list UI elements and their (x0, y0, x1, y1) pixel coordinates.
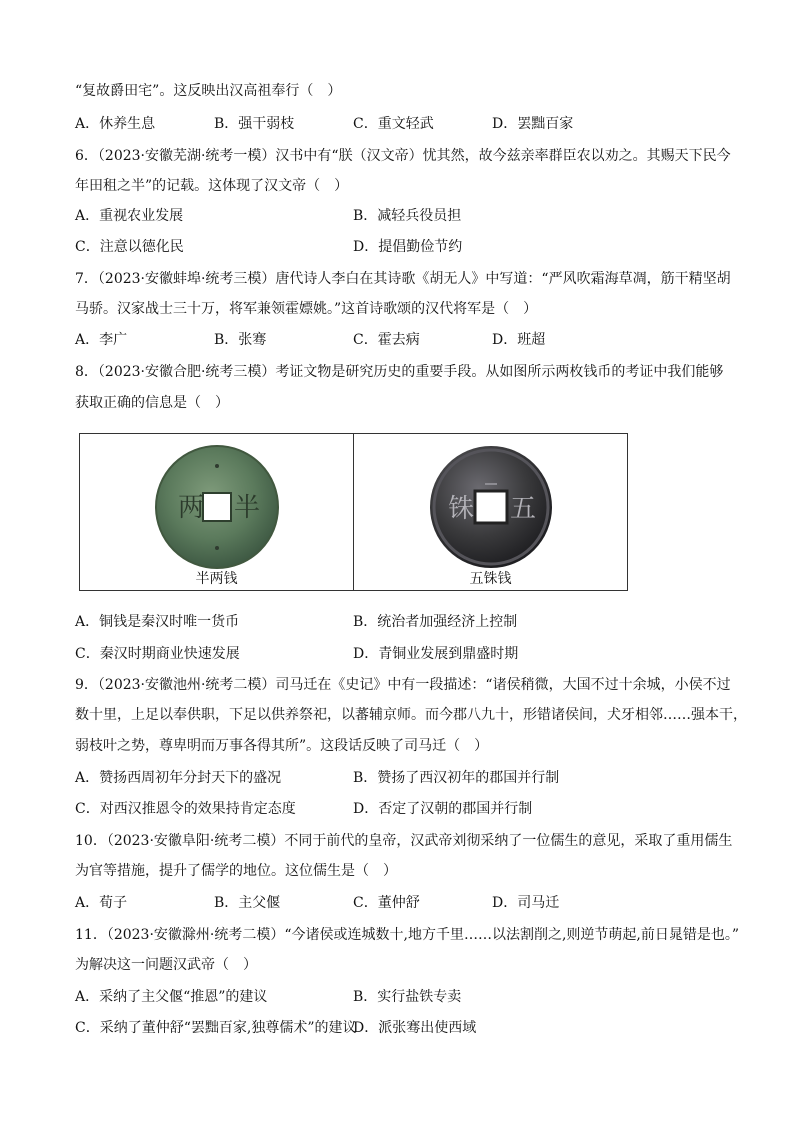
q6-stem-line1: 6．（2023·安徽芜湖·统考一模）汉书中有“朕（汉文帝）忧其然，故今兹亲率群臣农以劝之。其赐天下民今 (75, 148, 731, 164)
q11-option-b: B．实行盐铁专卖 (353, 989, 462, 1005)
banliang-caption: 半两钱 (195, 571, 238, 587)
q10-stem-line2: 为官等措施，提升了儒学的地位。这位儒生是（ ） (75, 863, 397, 879)
wuzhu-coin-cell (353, 434, 627, 590)
q10-option-b: B．主父偃 (214, 895, 281, 911)
q10-option-a: A．荀子 (75, 895, 128, 911)
q5-stem: “复故爵田宅”。这反映出汉高祖奉行（ ） (75, 83, 342, 99)
q6-stem-line2: 年田租之半”的记载。这体现了汉文帝（ ） (75, 178, 349, 194)
wuzhu-left-char: 铢 (447, 494, 474, 524)
q8-option-c: C．秦汉时期商业快速发展 (75, 646, 240, 662)
q9-option-d: D．否定了汉朝的郡国并行制 (353, 801, 533, 817)
q10-option-d: D．司马迁 (492, 895, 560, 911)
q9-option-a: A．赞扬西周初年分封天下的盛况 (75, 770, 282, 786)
q10-option-c: C．董仲舒 (353, 895, 420, 911)
q11-option-d: D．派张骞出使西域 (353, 1020, 477, 1036)
q10-stem-line1: 10．（2023·安徽阜阳·统考二模）不同于前代的皇帝，汉武帝刘彻采纳了一位儒生的意见，采取了重用儒生 (75, 833, 733, 849)
q8-option-d: D．青铜业发展到鼎盛时期 (353, 646, 519, 662)
wuzhu-caption: 五铢钱 (469, 571, 512, 587)
q5-option-c: C．重文轻武 (353, 116, 434, 132)
q6-option-d: D．提倡勤俭节约 (353, 239, 463, 255)
q7-option-d: D．班超 (492, 332, 546, 348)
q6-option-a: A．重视农业发展 (75, 208, 184, 224)
q9-option-c: C．对西汉推恩令的效果持肯定态度 (75, 801, 296, 817)
banliang-right-char: 半 (233, 493, 260, 523)
banliang-coin-image (154, 444, 280, 570)
q9-stem-line3: 弱枝叶之势，尊卑明而万事各得其所”。这段话反映了司马迁（ ） (75, 738, 489, 754)
q7-option-a: A．李广 (75, 332, 128, 348)
q8-option-b: B．统治者加强经济上控制 (353, 614, 518, 630)
wuzhu-right-char: 五 (509, 494, 536, 524)
q7-stem-line2: 马骄。汉家战士三十万，将军兼领霍嫖姚。”这首诗歌颂的汉代将军是（ ） (75, 301, 538, 317)
coins-figure (79, 433, 628, 591)
banliang-coin-cell (80, 434, 353, 590)
wuzhu-coin-image (428, 444, 554, 570)
q7-option-c: C．霍去病 (353, 332, 420, 348)
q8-stem-line2: 获取正确的信息是（ ） (75, 395, 229, 411)
q5-option-a: A．休养生息 (75, 116, 156, 132)
q11-option-a: A．采纳了主父偃“推恩”的建议 (75, 989, 268, 1005)
q5-option-b: B．强干弱枝 (214, 116, 295, 132)
q6-option-c: C．注意以德化民 (75, 239, 184, 255)
q9-option-b: B．赞扬了西汉初年的郡国并行制 (353, 770, 560, 786)
q7-stem-line1: 7．（2023·安徽蚌埠·统考三模）唐代诗人李白在其诗歌《胡无人》中写道：“严风吹霜海草凋，筋干精坚胡 (75, 271, 731, 287)
q5-option-d: D．罢黜百家 (492, 116, 574, 132)
q11-stem-line2: 为解决这一问题汉武帝（ ） (75, 957, 257, 973)
q9-stem-line1: 9．（2023·安徽池州·统考二模）司马迁在《史记》中有一段描述：“诸侯稍微，大国不过十余城，小侯不过 (75, 677, 731, 693)
q7-option-b: B．张骞 (214, 332, 267, 348)
banliang-left-char: 两 (177, 493, 204, 523)
q8-option-a: A．铜钱是秦汉时唯一货币 (75, 614, 240, 630)
q9-stem-line2: 数十里，上足以奉供职，下足以供养祭祀，以蕃辅京师。而今郡八九十，形错诸侯间，犬牙相邻……强本干， (75, 707, 747, 723)
q6-option-b: B．减轻兵役员担 (353, 208, 462, 224)
q11-stem-line1: 11．（2023·安徽滁州·统考二模）“今诸侯或连城数十,地方千里……以法割削之,则逆节萌起,前日晁错是也。” (75, 927, 740, 943)
q11-option-c: C．采纳了董仲舒“罢黜百家,独尊儒术”的建议 (75, 1020, 357, 1036)
q8-stem-line1: 8．（2023·安徽合肥·统考三模）考证文物是研究历史的重要手段。从如图所示两枚钱币的考证中我们能够 (75, 364, 724, 380)
